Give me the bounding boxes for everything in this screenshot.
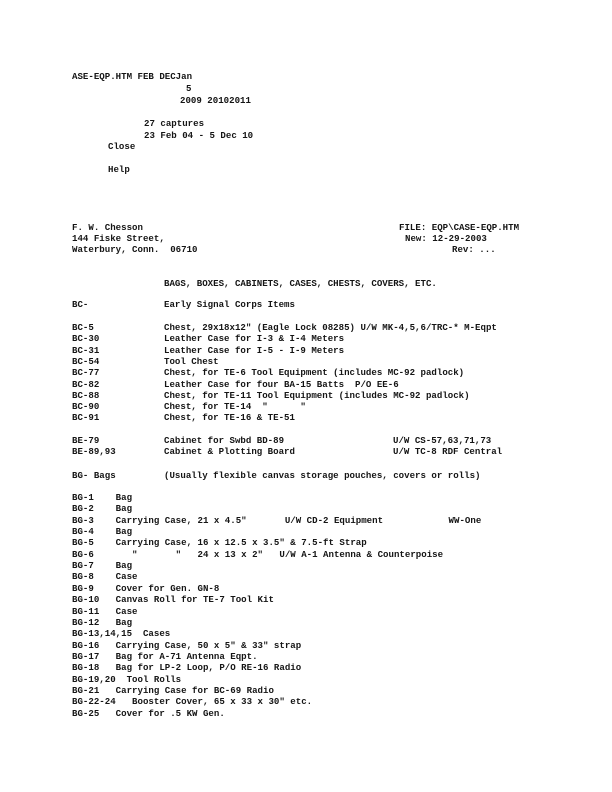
- bg-item: BG-22-24 Booster Cover, 65 x 33 x 30" etc.: [72, 696, 313, 708]
- wayback-day: 5: [186, 83, 192, 94]
- bc-item-code: BC-5: [72, 322, 94, 333]
- bc-item-code: BC-54: [72, 355, 100, 367]
- bc-item-desc: Chest, 29x18x12" (Eagle Lock 08285) U/W MK-4,5,6/TRC-* M-Eqpt: [164, 322, 497, 333]
- bg-item: BG-9 Cover for Gen. GN-8: [72, 582, 220, 594]
- bc-item-code: BC-82: [72, 378, 100, 390]
- bg-item: BG-18 Bag for LP-2 Loop, P/O RE-16 Radio: [72, 662, 302, 674]
- bg-item: BG-7 Bag: [72, 560, 133, 572]
- be-item-use: U/W TC-8 RDF Central: [393, 446, 503, 458]
- bc-item-code: BC-90: [72, 401, 100, 413]
- be-item-desc: Cabinet & Plotting Board: [164, 446, 295, 458]
- be-item-desc: Cabinet for Swbd BD-89: [164, 435, 285, 446]
- bc-item-desc: Chest, for TE-11 Tool Equipment (includes MC-92 padlock): [164, 389, 470, 401]
- document-title: BAGS, BOXES, CABINETS, CASES, CHESTS, COVERS, ETC.: [164, 278, 437, 289]
- bg-item: BG-19,20 Tool Rolls: [72, 673, 182, 685]
- bg-item: BG-6 " " 24 x 13 x 2" U/W A-1 Antenna & Counterpoise: [72, 548, 444, 560]
- be-item-code: BE-89,93: [72, 446, 116, 458]
- bg-item: BG-4 Bag: [72, 526, 133, 538]
- wayback-url-fragment: ASE-EQP.HTM FEB DECJan: [72, 71, 193, 82]
- bc-item-desc: Chest, for TE-14 " ": [164, 401, 306, 413]
- bg-item: BG-17 Bag for A-71 Antenna Eqpt.: [72, 650, 258, 662]
- bc-item-code: BC-31: [72, 344, 100, 356]
- bc-item-code: BC-77: [72, 367, 100, 379]
- bg-section-code: BG- Bags: [72, 470, 116, 481]
- bc-item-code: BC-30: [72, 333, 100, 345]
- author-street: 144 Fiske Street,: [72, 233, 165, 244]
- bg-item: BG-1 Bag: [72, 492, 133, 503]
- bg-item: BG-16 Carrying Case, 50 x 5" & 33" strap: [72, 639, 302, 651]
- bg-item: BG-8 Case: [72, 571, 138, 583]
- bg-item: BG-11 Case: [72, 605, 138, 617]
- bg-item: BG-13,14,15 Cases: [72, 628, 171, 640]
- bc-item-desc: Leather Case for I-3 & I-4 Meters: [164, 333, 345, 345]
- bc-item-desc: Leather Case for I-5 - I-9 Meters: [164, 344, 345, 356]
- bg-item: BG-2 Bag: [72, 503, 133, 515]
- wayback-years: 2009 20102011: [180, 95, 251, 106]
- bg-item: BG-12 Bag: [72, 616, 133, 628]
- author-city: Waterbury, Conn. 06710: [72, 244, 198, 255]
- be-item-code: BE-79: [72, 435, 100, 446]
- be-item-use: U/W CS-57,63,71,73: [393, 435, 492, 446]
- bg-section-desc: (Usually flexible canvas storage pouches, covers or rolls): [164, 470, 481, 481]
- wayback-captures[interactable]: 27 captures: [144, 118, 205, 129]
- bc-section-code: BC-: [72, 299, 89, 310]
- revision: Rev: ...: [452, 244, 496, 255]
- bg-item: BG-25 Cover for .5 KW Gen.: [72, 707, 225, 719]
- help-link[interactable]: Help: [108, 164, 130, 175]
- new-date: New: 12-29-2003: [405, 233, 487, 244]
- bg-item: BG-5 Carrying Case, 16 x 12.5 x 3.5" & 7.5-ft Strap: [72, 537, 367, 549]
- bg-item: BG-3 Carrying Case, 21 x 4.5" U/W CD-2 Equipment WW-One: [72, 514, 482, 526]
- bc-section-desc: Early Signal Corps Items: [164, 299, 295, 310]
- bg-item: BG-21 Carrying Case for BC-69 Radio: [72, 684, 274, 696]
- bc-item-desc: Chest, for TE-16 & TE-51: [164, 412, 295, 424]
- close-link[interactable]: Close: [108, 141, 136, 152]
- bc-item-code: BC-91: [72, 412, 100, 424]
- bc-item-code: BC-88: [72, 389, 100, 401]
- bg-item: BG-10 Canvas Roll for TE-7 Tool Kit: [72, 594, 274, 606]
- bc-item-desc: Leather Case for four BA-15 Batts P/O EE-6: [164, 378, 399, 390]
- bc-item-desc: Chest, for TE-6 Tool Equipment (includes MC-92 padlock): [164, 367, 465, 379]
- wayback-date-range: 23 Feb 04 - 5 Dec 10: [144, 130, 254, 141]
- author-name: F. W. Chesson: [72, 222, 143, 233]
- file-name: FILE: EQP\CASE-EQP.HTM: [399, 222, 520, 233]
- bc-item-desc: Tool Chest: [164, 355, 219, 367]
